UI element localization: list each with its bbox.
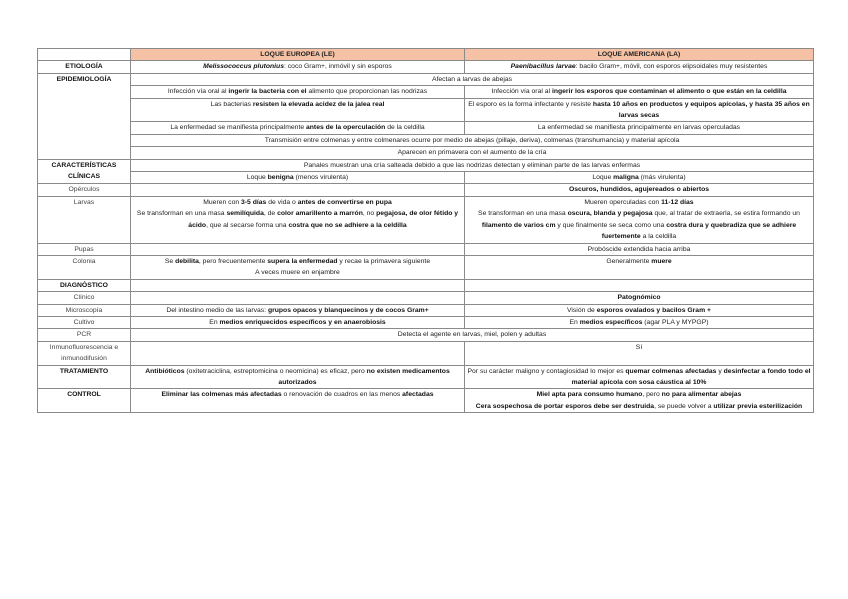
cell-tratamiento-le <box>131 365 465 389</box>
cell-inmuno-le <box>131 341 465 365</box>
table-row <box>38 61 814 73</box>
bold-text: oscura, blanda y pegajosa <box>567 210 653 218</box>
cell-resistencia-la <box>465 98 814 122</box>
text-run: (menos virulenta) <box>293 174 349 182</box>
cell-cultivo-la <box>465 316 814 328</box>
cell-maligna <box>465 172 814 184</box>
text-run: y <box>716 367 724 375</box>
text-run: En <box>569 318 580 326</box>
table-row <box>38 255 814 279</box>
bold-text: esporos ovalados y bacilos Gram + <box>596 306 711 314</box>
text-run: La enfermedad se manifiesta principalmente <box>170 124 306 132</box>
larvas-le-line-2 <box>133 208 462 231</box>
bold-text: no existen medicamentos autorizados <box>278 367 450 386</box>
cell-epidemiologia-afectan: Afectan a larvas de abejas <box>131 73 814 85</box>
bold-text: desinfectar a fondo todo el material apícola con sosa cáustica al 10% <box>571 367 811 386</box>
bold-text: supera la enfermedad <box>267 257 338 265</box>
bold-text: quemar colmenas afectadas <box>625 367 717 375</box>
bold-text: antes de la operculación <box>306 124 386 132</box>
cell-etiologia-le <box>131 61 465 73</box>
text-run: Se transforman en una masa <box>136 210 227 218</box>
row-label-tratamiento: TRATAMIENTO <box>38 365 131 389</box>
bold-text: semilíquida <box>226 210 264 218</box>
cell-microscopia-le <box>131 304 465 316</box>
row-label-diagnostico: DIAGNÓSTICO <box>38 279 131 291</box>
cell-larvas-le <box>131 196 465 243</box>
table-row <box>38 341 814 365</box>
text-run: Del intestino medio de las larvas: <box>166 306 268 314</box>
row-label-pcr: PCR <box>38 329 131 341</box>
text-run: de la celdilla <box>385 124 425 132</box>
bold-text: Miel apta para consumo humano <box>536 391 643 399</box>
bold-text: no para alimentar abejas <box>661 391 742 399</box>
bold-text: Melissococcus plutonius <box>203 63 284 71</box>
table-row <box>38 292 814 304</box>
bold-text: resisten la elevada acidez de la jalea real <box>252 100 385 108</box>
text-run: Por su carácter maligno y contagiosidad lo mejor es <box>467 367 626 375</box>
text-run: y que finalmente se seca como una <box>555 221 667 229</box>
cell-tratamiento-la <box>465 365 814 389</box>
larvas-le-line-1 <box>133 197 462 208</box>
row-label-clinicas: CARACTERÍSTICAS CLÍNICAS <box>38 159 131 184</box>
text-run: En <box>209 318 220 326</box>
text-run: La enfermedad se manifiesta principalmente en larvas operculadas <box>537 124 741 132</box>
text-run: : coco Gram+, inmóvil y sin esporos <box>283 63 392 71</box>
bold-text: Oscuros, hundidos, agujereados o abiertos <box>568 186 710 194</box>
bold-text: filamento de varios cm <box>481 221 556 229</box>
bold-text: 3-5 días <box>241 198 267 206</box>
text-run: Mueren con <box>203 198 242 206</box>
bold-text: Eliminar las colmenas más afectadas <box>161 391 282 399</box>
table-row <box>38 86 814 98</box>
text-run: , pero frecuentemente <box>198 257 268 265</box>
text-run: : bacilo Gram+, móvil, con esporos elipsoidales muy resistentes <box>575 63 768 71</box>
bold-text: medios enriquecidos específicos y en anaerobiosis <box>219 318 386 326</box>
text-run: , se puede volver a <box>654 402 714 410</box>
cell-diagnostico-la <box>465 279 814 291</box>
text-run: alimento que proporcionan las nodrizas <box>308 88 428 96</box>
bold-text: antes de convertirse en pupa <box>297 198 392 206</box>
table-row <box>38 147 814 159</box>
text-run: o renovación de cuadros en las menos <box>281 391 403 399</box>
text-run: A veces muere en enjambre <box>255 269 340 277</box>
table-row <box>38 316 814 328</box>
table-row <box>38 279 814 291</box>
cell-etiologia-la <box>465 61 814 73</box>
cell-pupas-la <box>465 243 814 255</box>
table-row <box>38 73 814 85</box>
table-row <box>38 365 814 389</box>
bold-text: Paenibacillus larvae <box>510 63 576 71</box>
table-row <box>38 304 814 316</box>
table-row <box>38 159 814 171</box>
text-run: , que al secarse forma una <box>206 221 289 229</box>
bold-text: color amarillento a marrón <box>277 210 363 218</box>
cell-control-le <box>131 389 465 413</box>
text-run: , de <box>263 210 278 218</box>
row-label-clinico: Clínico <box>38 292 131 304</box>
table-row <box>38 134 814 146</box>
header-loque-americana: LOQUE AMERICANA (LA) <box>465 49 814 61</box>
text-run: y recae la primavera siguiente <box>337 257 431 265</box>
cell-diagnostico-le <box>131 279 465 291</box>
table-row <box>38 122 814 134</box>
bold-text: costra dura y quebradiza que se adhiere fuertemente <box>601 221 797 241</box>
cell-operculacion-la <box>465 122 814 134</box>
bold-text: pegajosa, de olor fétido y ácido <box>188 210 459 229</box>
bold-text: afectadas <box>402 391 434 399</box>
header-empty-cell <box>38 49 131 61</box>
row-label-colonia: Colonia <box>38 255 131 279</box>
bold-text: benigna <box>267 174 294 182</box>
text-run: Loque <box>592 174 614 182</box>
text-run: Probóscide extendida hacia arriba <box>587 245 691 253</box>
text-run: Las bacterias <box>210 100 253 108</box>
bold-text: hasta 10 años en productos y equipos apícolas, y hasta 35 años en larvas secas <box>592 100 810 120</box>
text-run: , no <box>362 210 377 218</box>
table-row <box>38 243 814 255</box>
cell-colonia-le <box>131 255 465 279</box>
cell-inmuno-la <box>465 341 814 365</box>
cell-colonia-la <box>465 255 814 279</box>
cell-panales: Panales muestran una cría salteada debido a que las nodrizas detectan y eliminan parte de las larvas enfermas <box>131 159 814 171</box>
row-label-microscopia: Microscopía <box>38 304 131 316</box>
cell-primavera: Aparecen en primavera con el aumento de la cría <box>131 147 814 159</box>
control-la-line-2 <box>467 401 811 412</box>
text-run: a la celdilla <box>640 233 677 241</box>
larvas-la-line-1 <box>467 197 811 208</box>
cell-operculacion-le <box>131 122 465 134</box>
text-run: (más virulenta) <box>638 174 686 182</box>
loque-comparison-table <box>37 48 814 413</box>
text-run: Generalmente <box>606 257 652 265</box>
text-run: que, al tratar de extraerla, se estira formando un <box>652 210 800 218</box>
row-label-etiologia: ETIOLOGÍA <box>38 61 131 73</box>
colonia-le-line-1 <box>133 256 462 267</box>
bold-text: ingerir la bacteria con el <box>228 88 309 96</box>
table-row <box>38 172 814 184</box>
table-row <box>38 196 814 243</box>
bold-text: Cera sospechosa de portar esporos debe ser destruida <box>475 402 655 410</box>
bold-text: ingerir los esporos que contaminan el alimento o que están en la celdilla <box>551 88 787 96</box>
bold-text: medios específicos <box>579 318 643 326</box>
cell-infeccion-le <box>131 86 465 98</box>
text-run: Sí <box>635 343 643 351</box>
row-label-inmuno: Inmunofluorescencia e inmunodifusión <box>38 341 131 365</box>
bold-text: maligna <box>613 174 639 182</box>
larvas-la-line-2 <box>467 208 811 242</box>
text-run: Se transforman en una masa <box>478 210 568 218</box>
bold-text: 11-12 días <box>661 198 694 206</box>
bold-text: utilizar previa esterilización <box>713 402 803 410</box>
table-row <box>38 184 814 196</box>
table-header-row <box>38 49 814 61</box>
text-run: Infección vía oral al <box>491 88 552 96</box>
bold-text: muere <box>651 257 672 265</box>
text-run: Se <box>164 257 176 265</box>
table-row <box>38 329 814 341</box>
bold-text: costra que no se adhiere a la celdilla <box>288 221 407 229</box>
cell-transmision: Transmisión entre colmenas y entre colmenares ocurre por medio de abejas (pillaje, deriva), colmenas (transhumancia) y material apícola <box>131 134 814 146</box>
text-run: de vida o <box>266 198 298 206</box>
cell-microscopia-la <box>465 304 814 316</box>
cell-clinico-la <box>465 292 814 304</box>
control-la-line-1 <box>467 389 811 400</box>
table-row <box>38 98 814 122</box>
row-label-cultivo: Cultivo <box>38 316 131 328</box>
cell-cultivo-le <box>131 316 465 328</box>
bold-text: Antibióticos <box>145 367 185 375</box>
text-run: (oxitetraciclina, estreptomicina o neomicina) es eficaz, pero <box>184 367 367 375</box>
colonia-le-line-2 <box>133 267 462 278</box>
cell-control-la <box>465 389 814 413</box>
text-run: Mueren operculadas con <box>584 198 662 206</box>
cell-operculos-le <box>131 184 465 196</box>
bold-text: grupos opacos y blanquecinos y de cocos Gram+ <box>267 306 429 314</box>
cell-operculos-la <box>465 184 814 196</box>
row-label-larvas: Larvas <box>38 196 131 243</box>
text-run: Infección vía oral al <box>167 88 229 96</box>
bold-text: Patognómico <box>617 294 661 302</box>
cell-pcr: Detecta el agente en larvas, miel, polen y adultas <box>131 329 814 341</box>
cell-infeccion-la <box>465 86 814 98</box>
text-run: Loque <box>246 174 268 182</box>
table-row <box>38 389 814 413</box>
bold-text: debilita <box>175 257 199 265</box>
row-label-pupas: Pupas <box>38 243 131 255</box>
text-run: Visión de <box>566 306 597 314</box>
text-run: El esporo es la forma infectante y resiste <box>468 100 593 108</box>
row-label-operculos: Opérculos <box>38 184 131 196</box>
row-label-epidemiologia: EPIDEMIOLOGÍA <box>38 73 131 159</box>
cell-pupas-le <box>131 243 465 255</box>
text-run: (agar PLA y MYPGP) <box>642 318 709 326</box>
cell-resistencia-le <box>131 98 465 122</box>
header-loque-europea: LOQUE EUROPEA (LE) <box>131 49 465 61</box>
cell-clinico-le <box>131 292 465 304</box>
text-run: , pero <box>642 391 662 399</box>
cell-benigna <box>131 172 465 184</box>
row-label-control: CONTROL <box>38 389 131 413</box>
cell-larvas-la <box>465 196 814 243</box>
